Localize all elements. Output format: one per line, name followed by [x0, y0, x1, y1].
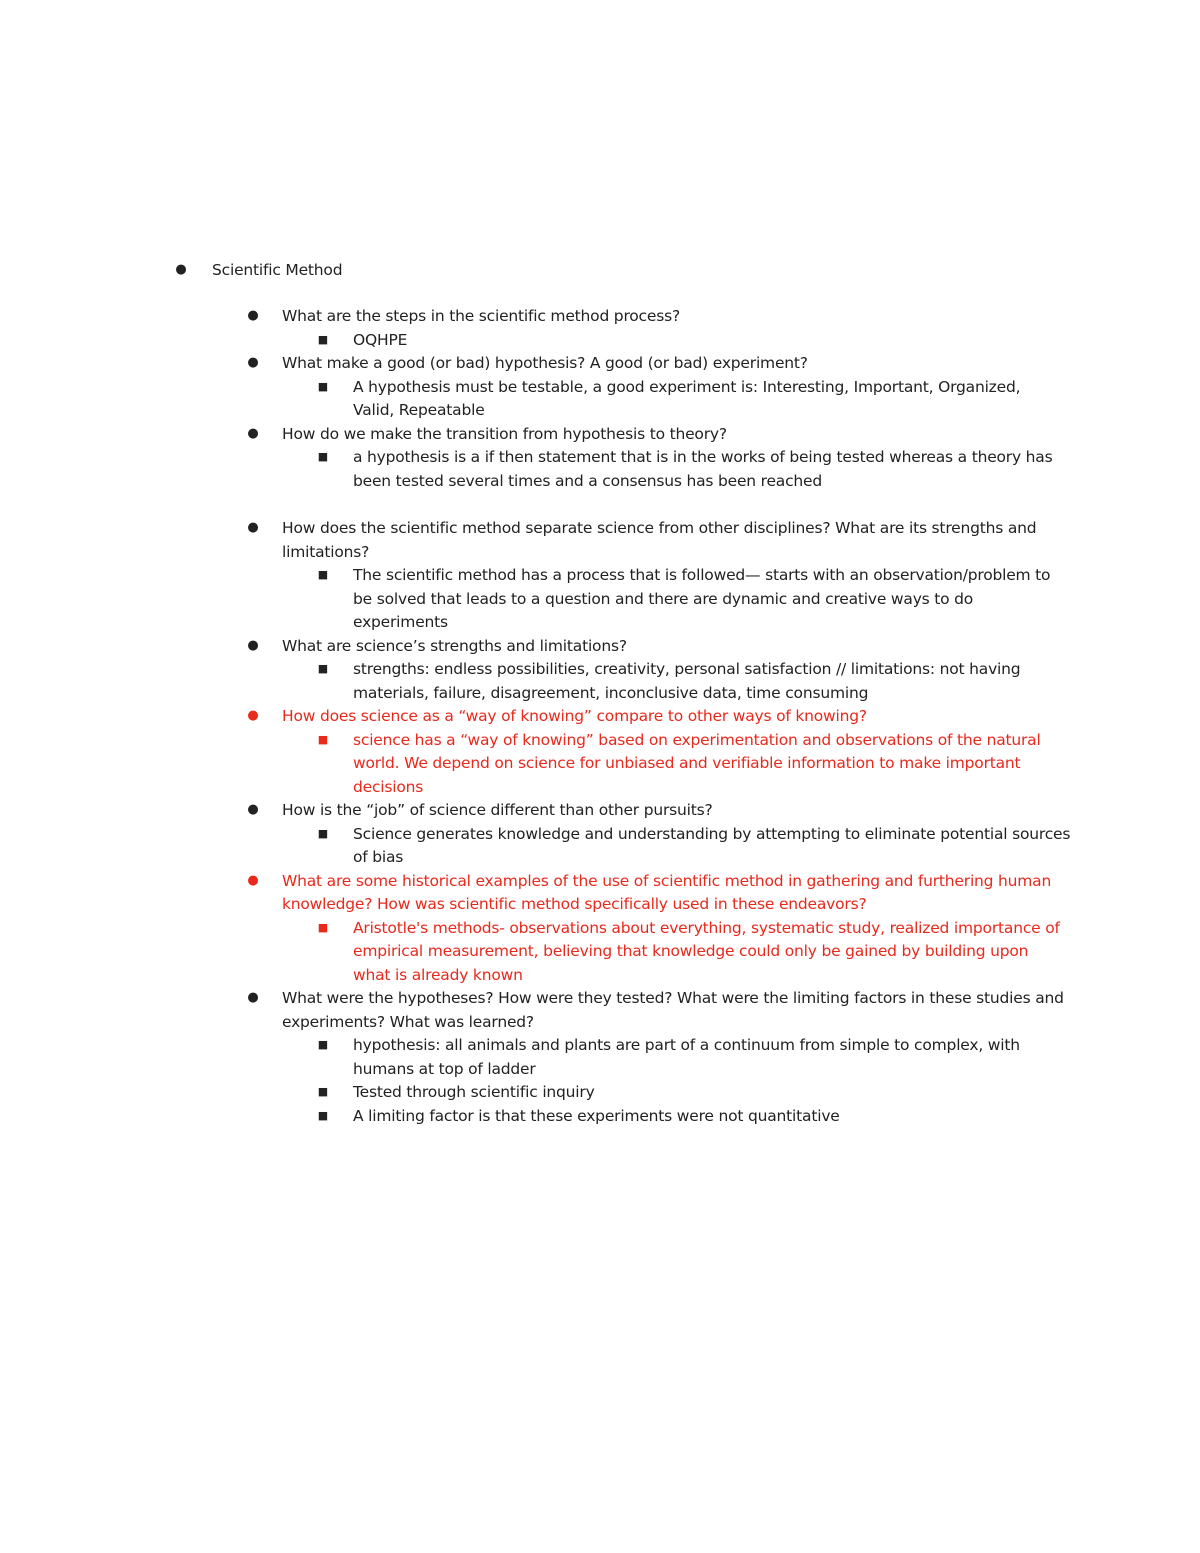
question-text: experiments? What was learned?	[282, 1013, 534, 1031]
answer-bullet: ■	[317, 568, 329, 581]
answer-text: A hypothesis must be testable, a good experiment is: Interesting, Important, Organized,	[353, 378, 1021, 396]
answer-text: OQHPE	[353, 331, 408, 349]
question-bullet: ●	[247, 426, 259, 441]
question-text: What are science’s strengths and limitations?	[282, 637, 627, 655]
question-text: knowledge? How was scientific method specifically used in these endeavors?	[282, 895, 867, 913]
question-bullet: ●	[247, 708, 259, 723]
answer-text: strengths: endless possibilities, creativity, personal satisfaction // limitations: not having	[353, 660, 1021, 678]
answer-text: Valid, Repeatable	[353, 401, 485, 419]
answer-bullet: ■	[317, 380, 329, 393]
answer-bullet: ■	[317, 921, 329, 934]
question-bullet: ●	[247, 802, 259, 817]
answer-bullet: ■	[317, 733, 329, 746]
answer-text: hypothesis: all animals and plants are part of a continuum from simple to complex, with	[353, 1036, 1020, 1054]
answer-text: been tested several times and a consensus has been reached	[353, 472, 823, 490]
answer-text: experiments	[353, 613, 448, 631]
question-text: What make a good (or bad) hypothesis? A good (or bad) experiment?	[282, 354, 808, 372]
answer-text: be solved that leads to a question and there are dynamic and creative ways to do	[353, 590, 974, 608]
answer-text: humans at top of ladder	[353, 1060, 536, 1078]
question-bullet: ●	[247, 520, 259, 535]
answer-text: materials, failure, disagreement, inconclusive data, time consuming	[353, 684, 869, 702]
question-text: How does science as a “way of knowing” compare to other ways of knowing?	[282, 707, 867, 725]
answer-text: a hypothesis is a if then statement that is in the works of being tested whereas a theory has	[353, 448, 1053, 466]
answer-bullet: ■	[317, 1085, 329, 1098]
outline-heading: Scientific Method	[212, 261, 343, 279]
answer-bullet: ■	[317, 333, 329, 346]
answer-text: what is already known	[353, 966, 523, 984]
answer-text: Tested through scientific inquiry	[353, 1083, 595, 1101]
answer-bullet: ■	[317, 662, 329, 675]
answer-text: world. We depend on science for unbiased and verifiable information to make important	[353, 754, 1021, 772]
answer-text: of bias	[353, 848, 404, 866]
answer-text: Aristotle's methods- observations about everything, systematic study, realized importance of	[353, 919, 1060, 937]
answer-bullet: ■	[317, 450, 329, 463]
answer-bullet: ■	[317, 1109, 329, 1122]
question-text: How do we make the transition from hypothesis to theory?	[282, 425, 727, 443]
answer-text: A limiting factor is that these experiments were not quantitative	[353, 1107, 840, 1125]
question-text: What are some historical examples of the use of scientific method in gathering and furthering human	[282, 872, 1052, 890]
question-bullet: ●	[247, 308, 259, 323]
question-bullet: ●	[247, 990, 259, 1005]
answer-text: empirical measurement, believing that knowledge could only be gained by building upon	[353, 942, 1029, 960]
answer-bullet: ■	[317, 827, 329, 840]
question-bullet: ●	[247, 355, 259, 370]
bullet-heading: ●	[175, 262, 187, 277]
answer-bullet: ■	[317, 1038, 329, 1051]
question-text: How is the “job” of science different than other pursuits?	[282, 801, 713, 819]
question-bullet: ●	[247, 873, 259, 888]
question-text: What are the steps in the scientific method process?	[282, 307, 680, 325]
question-text: limitations?	[282, 543, 370, 561]
question-bullet: ●	[247, 638, 259, 653]
answer-text: Science generates knowledge and understanding by attempting to eliminate potential sources	[353, 825, 1071, 843]
question-text: What were the hypotheses? How were they tested? What were the limiting factors in these studies and	[282, 989, 1064, 1007]
answer-text: science has a “way of knowing” based on experimentation and observations of the natural	[353, 731, 1041, 749]
question-text: How does the scientific method separate science from other disciplines? What are its strengths and	[282, 519, 1037, 537]
answer-text: The scientific method has a process that is followed— starts with an observation/problem to	[353, 566, 1051, 584]
answer-text: decisions	[353, 778, 424, 796]
